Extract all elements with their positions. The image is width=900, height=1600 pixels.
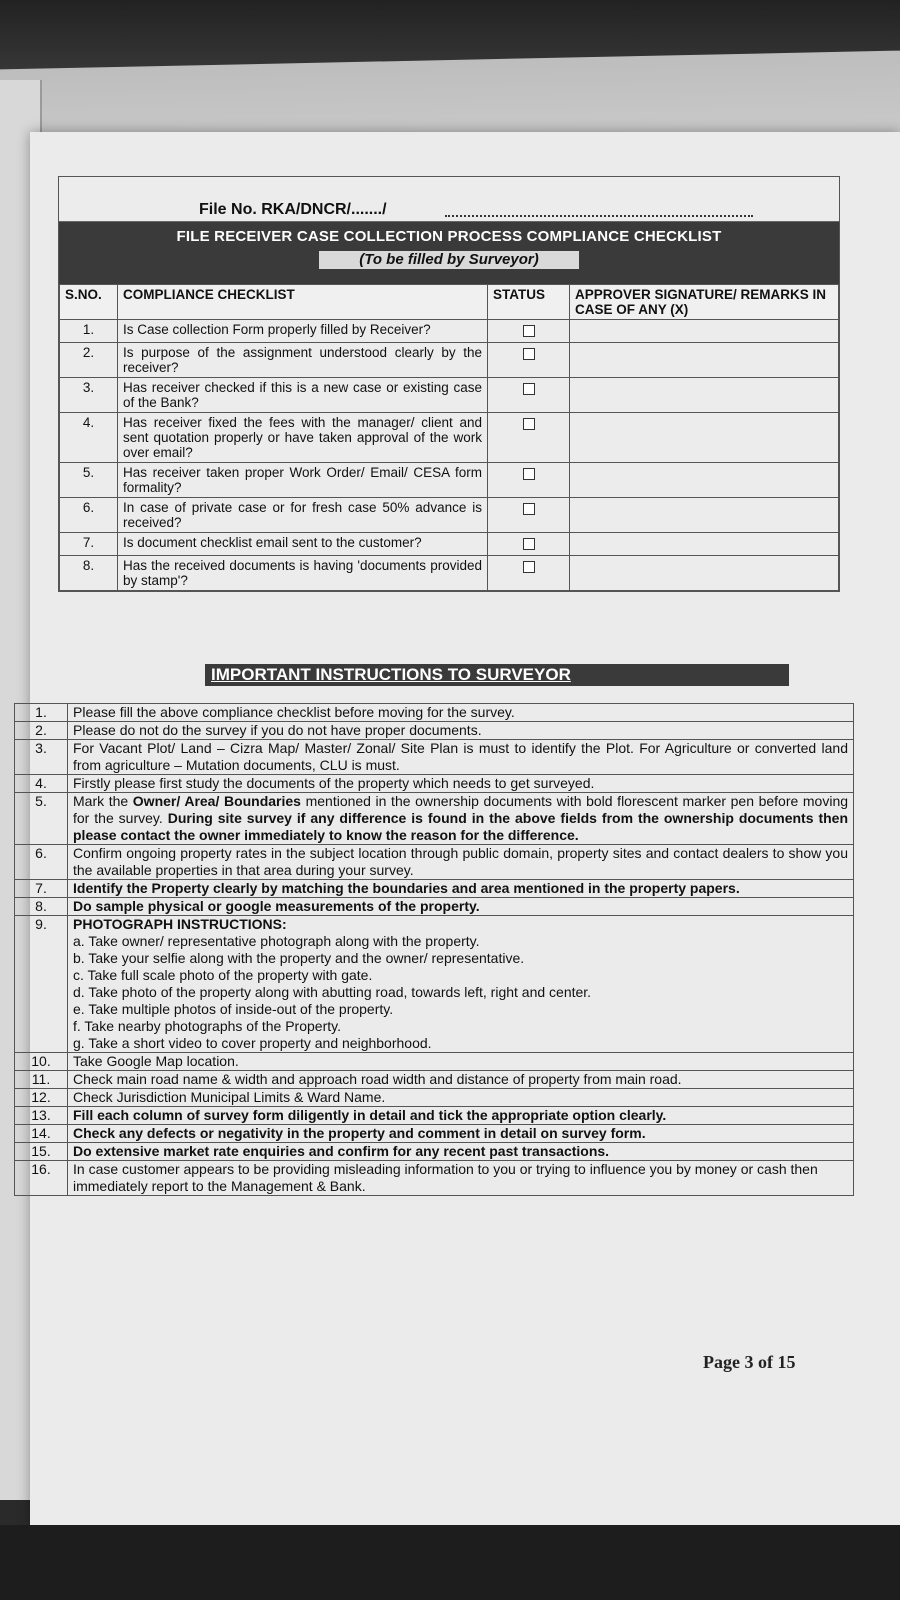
instruction-row	[15, 1071, 854, 1089]
instruction-text-part: Mark the	[73, 793, 129, 809]
remarks-cell[interactable]	[570, 533, 839, 556]
instruction-row	[15, 1089, 854, 1107]
column-remarks: APPROVER SIGNATURE/ REMARKS IN CASE OF ANY (X)	[570, 285, 839, 320]
remarks-cell[interactable]	[570, 463, 839, 498]
checklist-title: FILE RECEIVER CASE COLLECTION PROCESS COMPLIANCE CHECKLIST	[176, 228, 722, 245]
instruction-text	[68, 793, 854, 845]
instruction-number: 7.	[15, 880, 68, 898]
row-text: Is Case collection Form properly filled by Receiver?	[118, 320, 488, 343]
instruction-number: 5.	[15, 793, 68, 845]
status-checkbox[interactable]	[523, 538, 535, 550]
instruction-text-part: mentioned in the ownership documents with bold florescent marker pen before moving for the survey.	[73, 793, 849, 826]
instruction-emphasis: Owner/ Area/ Boundaries	[132, 793, 301, 809]
instruction-row	[15, 898, 854, 916]
column-sno: S.NO.	[60, 285, 118, 320]
status-checkbox[interactable]	[523, 348, 535, 360]
instruction-row	[15, 722, 854, 740]
status-checkbox[interactable]	[523, 468, 535, 480]
instruction-text: Confirm ongoing property rates in the subject location through public domain, property sites and contact dealers to show you the available properties in that area during your survey.	[68, 845, 854, 880]
status-cell	[488, 378, 570, 413]
instruction-row	[15, 1125, 854, 1143]
row-number: 1.	[60, 320, 118, 343]
instruction-text: In case customer appears to be providing misleading information to you or trying to influence you by money or cash then immediately report to the Management & Bank.	[68, 1161, 854, 1196]
instruction-row	[15, 793, 854, 845]
photo-instruction: b. Take your selfie along with the property and the owner/ representative.	[73, 950, 525, 966]
remarks-cell[interactable]	[570, 413, 839, 463]
status-checkbox[interactable]	[523, 503, 535, 515]
instruction-text: Do extensive market rate enquiries and confirm for any recent past transactions.	[68, 1143, 854, 1161]
status-cell	[488, 533, 570, 556]
checklist-table	[59, 284, 839, 591]
status-checkbox[interactable]	[523, 325, 535, 337]
instruction-number: 11.	[15, 1071, 68, 1089]
instruction-number: 10.	[15, 1053, 68, 1071]
status-cell	[488, 413, 570, 463]
file-number-row	[59, 177, 839, 222]
remarks-cell[interactable]	[570, 498, 839, 533]
photo-instruction: d. Take photo of the property along with abutting road, towards left, right and center.	[73, 984, 592, 1000]
checklist-row	[60, 533, 839, 556]
checklist-row	[60, 463, 839, 498]
instruction-text: Check any defects or negativity in the property and comment in detail on survey form.	[68, 1125, 854, 1143]
remarks-cell[interactable]	[570, 320, 839, 343]
instruction-number: 15.	[15, 1143, 68, 1161]
checklist-subtitle: (To be filled by Surveyor)	[319, 251, 579, 269]
row-number: 4.	[60, 413, 118, 463]
photo-instructions-heading: PHOTOGRAPH INSTRUCTIONS:	[73, 916, 287, 932]
row-number: 2.	[60, 343, 118, 378]
row-text: Is document checklist email sent to the customer?	[118, 533, 488, 556]
instruction-text: Check main road name & width and approach road width and distance of property from main road.	[68, 1071, 854, 1089]
instruction-text: Please do not do the survey if you do not have proper documents.	[68, 722, 854, 740]
instructions-title	[205, 664, 789, 686]
instruction-row	[15, 775, 854, 793]
remarks-cell[interactable]	[570, 343, 839, 378]
file-number: File No. RKA/DNCR/......./	[199, 201, 387, 218]
row-number: 3.	[60, 378, 118, 413]
compliance-checklist-box	[58, 176, 840, 592]
row-number: 8.	[60, 556, 118, 591]
checklist-row	[60, 378, 839, 413]
row-number: 7.	[60, 533, 118, 556]
instruction-number: 9.	[15, 916, 68, 1053]
checklist-row	[60, 413, 839, 463]
instruction-number: 14.	[15, 1125, 68, 1143]
instruction-number: 12.	[15, 1089, 68, 1107]
row-text: Has the received documents is having 'documents provided by stamp'?	[118, 556, 488, 591]
instruction-number: 8.	[15, 898, 68, 916]
row-text: Has receiver fixed the fees with the manager/ client and sent quotation properly or have taken approval of the work over email?	[118, 413, 488, 463]
row-text: Has receiver checked if this is a new case or existing case of the Bank?	[118, 378, 488, 413]
instruction-row	[15, 1143, 854, 1161]
column-status: STATUS	[488, 285, 570, 320]
instruction-number: 4.	[15, 775, 68, 793]
instructions-table	[14, 703, 854, 1196]
instruction-row	[15, 1161, 854, 1196]
instruction-number: 1.	[15, 704, 68, 722]
checklist-header-row	[60, 285, 839, 320]
instructions-title-text: IMPORTANT INSTRUCTIONS TO SURVEYOR	[211, 665, 571, 684]
instruction-row	[15, 845, 854, 880]
instruction-text: Check Jurisdiction Municipal Limits & Ward Name.	[68, 1089, 854, 1107]
photo-instruction: c. Take full scale photo of the property with gate.	[73, 967, 373, 983]
instruction-row	[15, 916, 854, 1053]
remarks-cell[interactable]	[570, 556, 839, 591]
instruction-text: Fill each column of survey form diligently in detail and tick the appropriate option clearly.	[68, 1107, 854, 1125]
status-checkbox[interactable]	[523, 418, 535, 430]
row-text: Has receiver taken proper Work Order/ Email/ CESA form formality?	[118, 463, 488, 498]
column-checklist: COMPLIANCE CHECKLIST	[118, 285, 488, 320]
instruction-text: For Vacant Plot/ Land – Cizra Map/ Master/ Zonal/ Site Plan is must to identify the Plot. For Agriculture or converted land from agriculture – Mutation documents, CLU is must.	[68, 740, 854, 775]
instruction-row	[15, 1107, 854, 1125]
checklist-row	[60, 498, 839, 533]
checklist-row	[60, 320, 839, 343]
row-number: 5.	[60, 463, 118, 498]
status-cell	[488, 498, 570, 533]
status-checkbox[interactable]	[523, 383, 535, 395]
instruction-number: 16.	[15, 1161, 68, 1196]
checklist-header	[59, 222, 839, 284]
status-cell	[488, 343, 570, 378]
instruction-text	[68, 916, 854, 1053]
instruction-text: Do sample physical or google measurements of the property.	[68, 898, 854, 916]
status-cell	[488, 556, 570, 591]
background-bottom	[0, 1525, 900, 1600]
row-text: In case of private case or for fresh case 50% advance is received?	[118, 498, 488, 533]
instruction-number: 2.	[15, 722, 68, 740]
photo-instruction: e. Take multiple photos of inside-out of the property.	[73, 1001, 394, 1017]
instruction-text: Identify the Property clearly by matching the boundaries and area mentioned in the property papers.	[68, 880, 854, 898]
instruction-row	[15, 740, 854, 775]
instruction-number: 6.	[15, 845, 68, 880]
instruction-number: 3.	[15, 740, 68, 775]
photo-instruction: a. Take owner/ representative photograph along with the property.	[73, 933, 480, 949]
instruction-number: 13.	[15, 1107, 68, 1125]
checklist-row	[60, 556, 839, 591]
photo-instruction: g. Take a short video to cover property and neighborhood.	[73, 1035, 432, 1051]
instruction-emphasis: During site survey if any difference is found in the above fields from the ownership documents then please contact the owner immediately to know the reason for the difference.	[73, 810, 848, 843]
instruction-text: Take Google Map location.	[68, 1053, 854, 1071]
file-number-blank-line	[445, 215, 753, 217]
instruction-row	[15, 1053, 854, 1071]
checklist-row	[60, 343, 839, 378]
status-cell	[488, 463, 570, 498]
status-cell	[488, 320, 570, 343]
row-number: 6.	[60, 498, 118, 533]
row-text: Is purpose of the assignment understood clearly by the receiver?	[118, 343, 488, 378]
photo-instruction: f. Take nearby photographs of the Property.	[73, 1018, 341, 1034]
status-checkbox[interactable]	[523, 561, 535, 573]
page-number: Page 3 of 15	[703, 1352, 796, 1372]
instruction-text: Firstly please first study the documents of the property which needs to get surveyed.	[68, 775, 854, 793]
remarks-cell[interactable]	[570, 378, 839, 413]
instruction-row	[15, 704, 854, 722]
instruction-row	[15, 880, 854, 898]
instruction-text: Please fill the above compliance checklist before moving for the survey.	[68, 704, 854, 722]
